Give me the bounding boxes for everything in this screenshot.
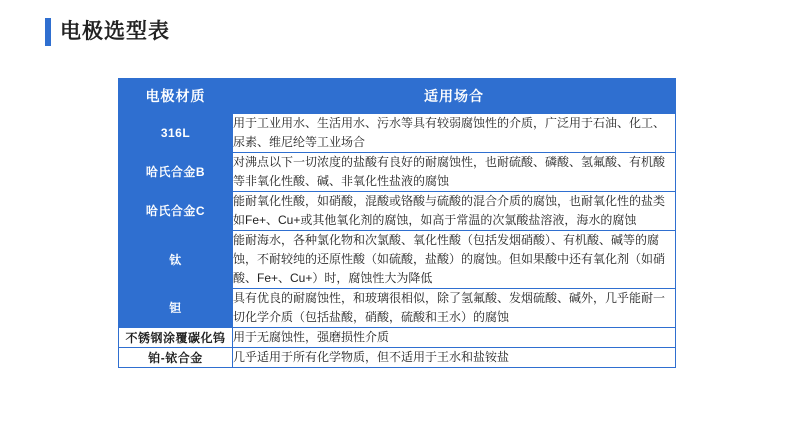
cell-application: 用于无腐蚀性，强磨损性介质 [233, 328, 676, 348]
cell-application: 用于工业用水、生活用水、污水等具有较弱腐蚀性的介质，广泛用于石油、化工、尿素、维尼纶等工业场合 [233, 114, 676, 153]
cell-application: 几乎适用于所有化学物质，但不适用于王水和盐铵盐 [233, 348, 676, 368]
table-row [119, 289, 676, 328]
table-row [119, 114, 676, 153]
electrode-selection-table [118, 78, 675, 368]
cell-material: 钛 [119, 231, 233, 289]
column-header-application: 适用场合 [233, 79, 676, 114]
table-row [119, 192, 676, 231]
table-row [119, 153, 676, 192]
table-row [119, 231, 676, 289]
cell-material: 钽 [119, 289, 233, 328]
title-accent-bar [45, 18, 51, 46]
cell-material: 哈氏合金B [119, 153, 233, 192]
cell-application: 对沸点以下一切浓度的盐酸有良好的耐腐蚀性，也耐硫酸、磷酸、氢氟酸、有机酸等非氧化性酸、碱、非氧化性盐液的腐蚀 [233, 153, 676, 192]
table-header-row [119, 79, 676, 114]
table-row [119, 328, 676, 348]
cell-material: 316L [119, 114, 233, 153]
page-title [45, 18, 170, 46]
cell-application: 能耐氧化性酸，如硝酸，混酸或铬酸与硫酸的混合介质的腐蚀，也耐氧化性的盐类如Fe+、Cu+或其他氧化剂的腐蚀，如高于常温的次氯酸盐溶液，海水的腐蚀 [233, 192, 676, 231]
cell-material: 不锈钢涂覆碳化钨 [119, 328, 233, 348]
cell-material: 哈氏合金C [119, 192, 233, 231]
cell-material: 铂-铱合金 [119, 348, 233, 368]
column-header-material: 电极材质 [119, 79, 233, 114]
page-title-text: 电极选型表 [60, 20, 170, 43]
cell-application: 具有优良的耐腐蚀性，和玻璃很相似，除了氢氟酸、发烟硫酸、碱外，几乎能耐一切化学介质（包括盐酸，硝酸，硫酸和王水）的腐蚀 [233, 289, 676, 328]
cell-application: 能耐海水，各种氯化物和次氯酸、氧化性酸（包括发烟硝酸）、有机酸、碱等的腐蚀，不耐较纯的还原性酸（如硫酸，盐酸）的腐蚀。但如果酸中还有氧化剂（如硝酸、Fe+、Cu+）时，腐蚀性大为降低 [233, 231, 676, 289]
table-row [119, 348, 676, 368]
